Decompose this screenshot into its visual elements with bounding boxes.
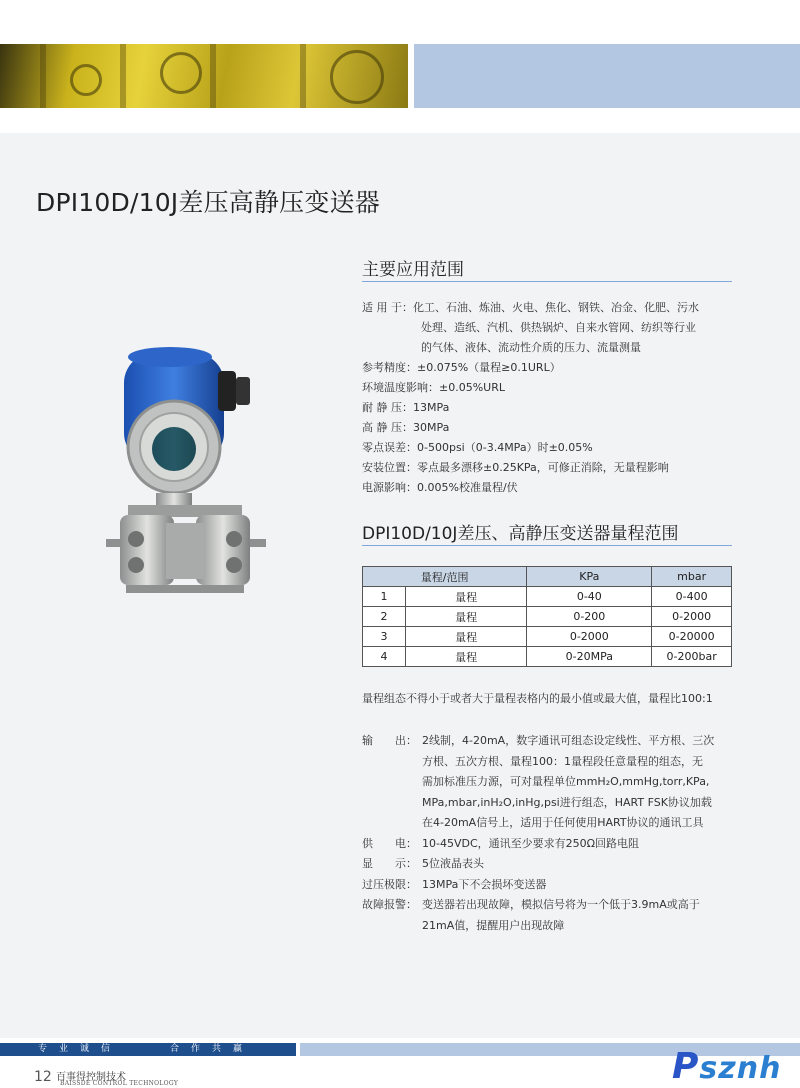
range-table — [362, 566, 732, 667]
spec-label: 高 静 压： — [362, 421, 413, 434]
page-number: 12 — [34, 1069, 52, 1085]
section-heading-application: 主要应用范围 — [362, 260, 464, 280]
spec-line: 21mA值，提醒用户出现故障 — [422, 918, 565, 932]
table-cell: 0-2000 — [652, 607, 732, 627]
spec-row-overpressure — [362, 875, 738, 896]
spec-value: 5位液晶表头 — [422, 857, 484, 870]
spec-label: 耐 静 压： — [362, 401, 413, 414]
spec-label: 安装位置： — [362, 461, 417, 474]
spec-row — [362, 418, 734, 438]
table-cell: 0-2000 — [527, 627, 652, 647]
spec-row — [362, 398, 734, 418]
range-note: 量程组态不得小于或者大于量程表格内的最小值或最大值，量程比100:1 — [362, 692, 713, 705]
logo-text: sznh — [699, 1051, 782, 1086]
table-header: mbar — [652, 567, 732, 587]
table-header-row — [363, 567, 732, 587]
company-name-cn: 百事得控制技术 — [56, 1072, 126, 1083]
footer-slogan-bar — [0, 1043, 296, 1056]
spec-label: 过压极限： — [362, 877, 417, 891]
spec-apply-continued — [362, 318, 734, 358]
pressure-transmitter-image — [106, 343, 280, 595]
spec-row-power — [362, 834, 738, 855]
footer-slogan: 合作共赢 — [170, 1044, 255, 1054]
output-specs — [362, 731, 738, 936]
spec-value: 0.005%校准量程/伏 — [417, 481, 518, 494]
spec-line: 在4-20mA信号上，适用于任何使用HART协议的通讯工具 — [422, 816, 704, 829]
spec-value: 2线制，4-20mA，数字通讯可组态设定线性、平方根、三次 — [422, 734, 715, 747]
spec-row-alarm — [362, 895, 738, 916]
spec-line: 方根、五次方根、量程100：1量程段任意量程的组态，无 — [422, 754, 703, 768]
spec-value: 变送器若出现故障，模拟信号将为一个低于3.9mA或高于 — [422, 898, 700, 911]
spec-line: MPa,mbar,inH₂O,inHg,psi进行组态，HART FSK协议加载 — [422, 795, 712, 809]
brand-logo — [672, 1046, 781, 1087]
table-cell: 1 — [363, 587, 406, 607]
spec-row — [362, 438, 734, 458]
spec-label: 故障报警： — [362, 898, 417, 911]
spec-label: 供 电： — [362, 836, 417, 850]
spec-label: 环境温度影响： — [362, 381, 439, 394]
spec-row — [362, 478, 734, 498]
table-cell: 量程 — [406, 607, 527, 627]
table-cell: 0-20MPa — [527, 647, 652, 667]
section-divider — [362, 545, 732, 546]
spec-value: 30MPa — [413, 421, 450, 434]
spec-row — [362, 378, 734, 398]
spec-row — [362, 358, 734, 378]
table-cell: 4 — [363, 647, 406, 667]
table-cell: 0-400 — [652, 587, 732, 607]
spec-value: 13MPa下不会损坏变送器 — [422, 877, 547, 891]
spec-row-apply — [362, 298, 734, 318]
table-row — [363, 607, 732, 627]
table-header: KPa — [527, 567, 652, 587]
table-row — [363, 647, 732, 667]
table-cell: 量程 — [406, 587, 527, 607]
spec-row-output — [362, 731, 738, 752]
table-cell: 2 — [363, 607, 406, 627]
company-name-en: BAISSDE CONTROL TECHNOLOGY — [60, 1080, 179, 1087]
spec-label: 参考精度： — [362, 361, 417, 374]
spec-value: 10-45VDC，通讯至少要求有250Ω回路电阻 — [422, 836, 640, 850]
spec-label: 输 出： — [362, 734, 417, 747]
page-title: DPI10D/10J差压高静压变送器 — [36, 188, 380, 217]
spec-value: ±0.075%（量程≥0.1URL） — [417, 361, 561, 374]
spec-value: ±0.05%URL — [439, 381, 505, 394]
section-heading-range: DPI10D/10J差压、高静压变送器量程范围 — [362, 524, 679, 544]
spec-value: 13MPa — [413, 401, 450, 414]
spec-value: 零点最多漂移±0.25KPa，可修正消除，无量程影响 — [417, 461, 669, 474]
spec-line: 的气体、液体、流动性介质的压力、流量测量 — [421, 341, 641, 354]
spec-value: 化工、石油、炼油、火电、焦化、钢铁、冶金、化肥、污水 — [413, 301, 699, 314]
table-cell: 量程 — [406, 647, 527, 667]
header-blue-band — [414, 44, 800, 108]
spec-label: 电源影响： — [362, 481, 417, 494]
footer-slogan: 专业诚信 — [38, 1044, 123, 1054]
spec-line: 需加标准压力源，可对量程单位mmH₂O,mmHg,torr,KPa, — [422, 775, 710, 788]
table-cell: 量程 — [406, 627, 527, 647]
table-row — [363, 587, 732, 607]
application-specs — [362, 298, 734, 498]
table-row — [363, 627, 732, 647]
spec-value: 0-500psi（0-3.4MPa）时±0.05% — [417, 441, 593, 454]
header-photo-banner — [0, 44, 408, 108]
logo-letter: P — [672, 1046, 700, 1087]
spec-row — [362, 458, 734, 478]
table-cell: 3 — [363, 627, 406, 647]
spec-label: 显 示： — [362, 857, 417, 870]
table-cell: 0-20000 — [652, 627, 732, 647]
table-header: 量程/范围 — [363, 567, 527, 587]
table-cell: 0-200 — [527, 607, 652, 627]
table-cell: 0-40 — [527, 587, 652, 607]
spec-label: 零点误差： — [362, 441, 417, 454]
section-divider — [362, 281, 732, 282]
spec-label: 适 用 于： — [362, 301, 413, 314]
table-cell: 0-200bar — [652, 647, 732, 667]
spec-line: 处理、造纸、汽机、供热锅炉、自来水管网、纺织等行业 — [421, 321, 696, 334]
spec-row-display — [362, 854, 738, 875]
